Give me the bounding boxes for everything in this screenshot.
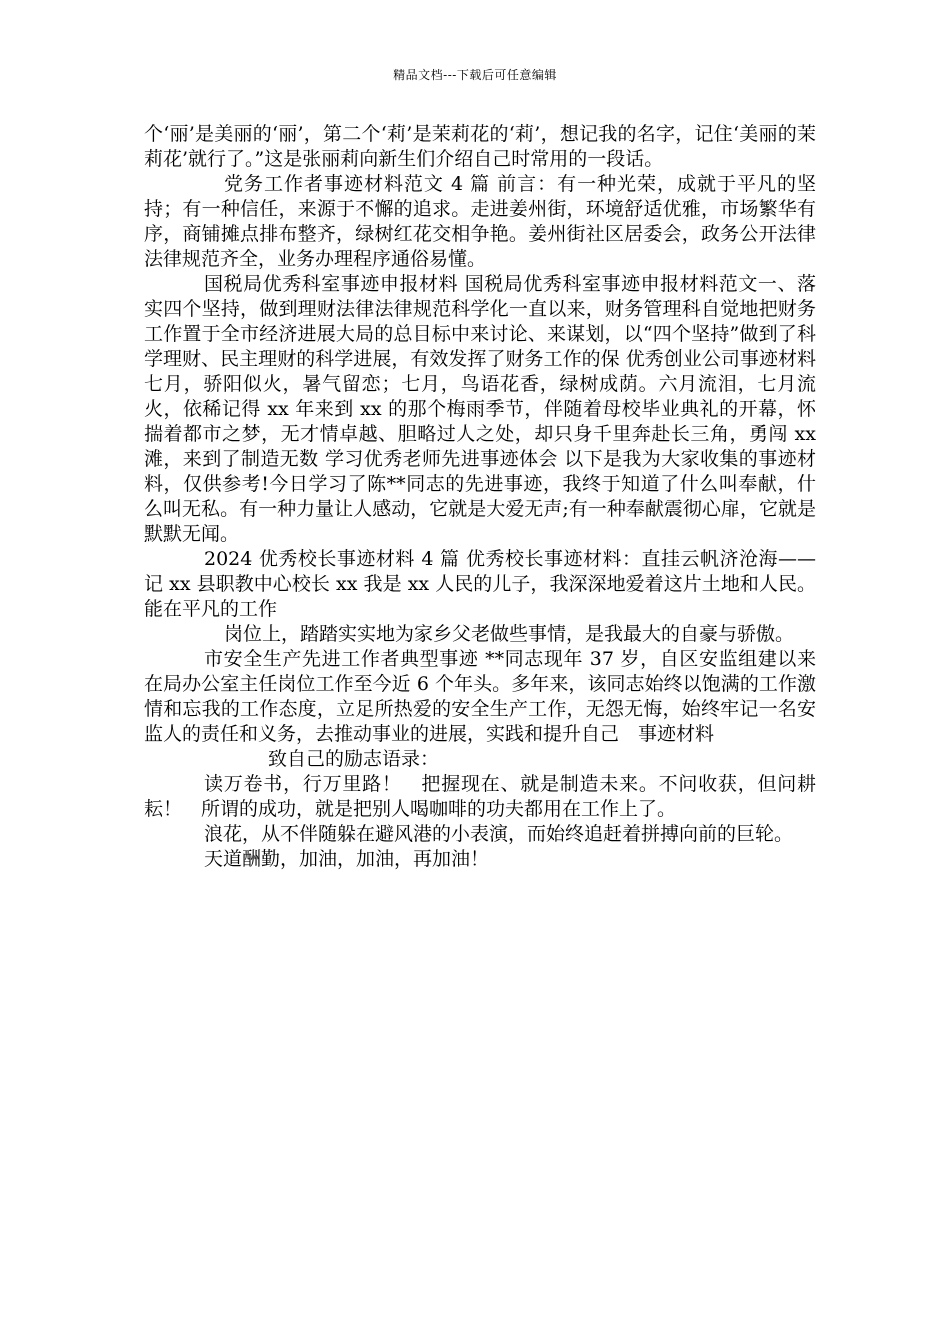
document-body (144, 122, 816, 872)
page-header: 精品文档---下载后可任意编辑 (393, 68, 557, 82)
paragraph-principal: 2024 优秀校长事迹材料 4 篇 优秀校长事迹材料：直挂云帆济沧海——记 xx 县职教中心校长 xx 我是 xx 人民的儿子，我深深地爱着这片土地和人民。能在平凡的工作 (144, 548, 816, 620)
paragraph-tax-bureau: 国税局优秀科室事迹申报材料 国税局优秀科室事迹申报材料范文一、落实四个坚持，做到理财法律法律规范科学化一直以来，财务管理科自觉地把财务工作置于全市经济进展大局的总目标中来讨论、来谋划，以“四个坚持”做到了科学理财、民主理财的科学进展，有效发挥了财务工作的保 优秀创业公司事迹材料 七月，骄阳似火，暑气留恋；七月，鸟语花香，绿树成荫。六月流泪，七月流火，依稀记得 xx 年来到 xx 的那个梅雨季节，伴随着母校毕业典礼的开幕，怀揣着都市之梦，无才情卓越、胆略过人之处，却只身千里奔赴长三角，勇闯 xx 滩，来到了制造无数 学习优秀老师先进事迹体会 以下是我为大家收集的事迹材料，仅供参考!今日学习了陈**同志的先进事迹，我终于知道了什么叫奉献，什么叫无私。有一种力量让人感动，它就是大爱无声;有一种奉献震彻心扉，它就是默默无闻。 (144, 273, 816, 545)
paragraph-intro-continuation: 个‘丽’是美丽的‘丽’，第二个‘莉’是茉莉花的‘莉’，想记我的名字，记住‘美丽的茉莉花’就行了。”这是张丽莉向新生们介绍自己时常用的一段话。 (144, 123, 816, 170)
paragraph-party-worker: 党务工作者事迹材料范文 4 篇 前言：有一种光荣，成就于平凡的坚持；有一种信任，来源于不懈的追求。走进姜州街，环境舒适优雅，市场繁华有序，商铺摊点排布整齐，绿树红花交相争艳。姜州街社区居委会，政务公开法律法律规范齐全，业务办理程序通俗易懂。 (144, 173, 816, 270)
paragraph-motto-3: 天道酬勤，加油，加油，再加油！ (204, 848, 490, 870)
paragraph-motto-heading: 致自己的励志语录： (268, 748, 440, 770)
paragraph-safety-worker: 市安全生产先进工作者典型事迹 **同志现年 37 岁，自区安监组建以来在局办公室主任岗位工作至今近 6 个年头。多年来，该同志始终以饱满的工作激情和忘我的工作态度，立足所热爱的安全生产工作，无怨无悔，始终牢记一名安监人的责任和义务，去推动事业的进展，实践和提升自己 事迹材料 (144, 648, 816, 745)
paragraph-motto-1: 读万卷书，行万里路！ 把握现在、就是制造未来。不问收获，但问耕耘！ 所谓的成功，就是把别人喝咖啡的功夫都用在工作上了。 (144, 773, 816, 820)
paragraph-principal-continued: 岗位上，踏踏实实地为家乡父老做些事情，是我最大的自豪与骄傲。 (224, 623, 795, 645)
paragraph-motto-2: 浪花，从不伴随躲在避风港的小表演，而始终追赶着拼搏向前的巨轮。 (204, 823, 794, 845)
